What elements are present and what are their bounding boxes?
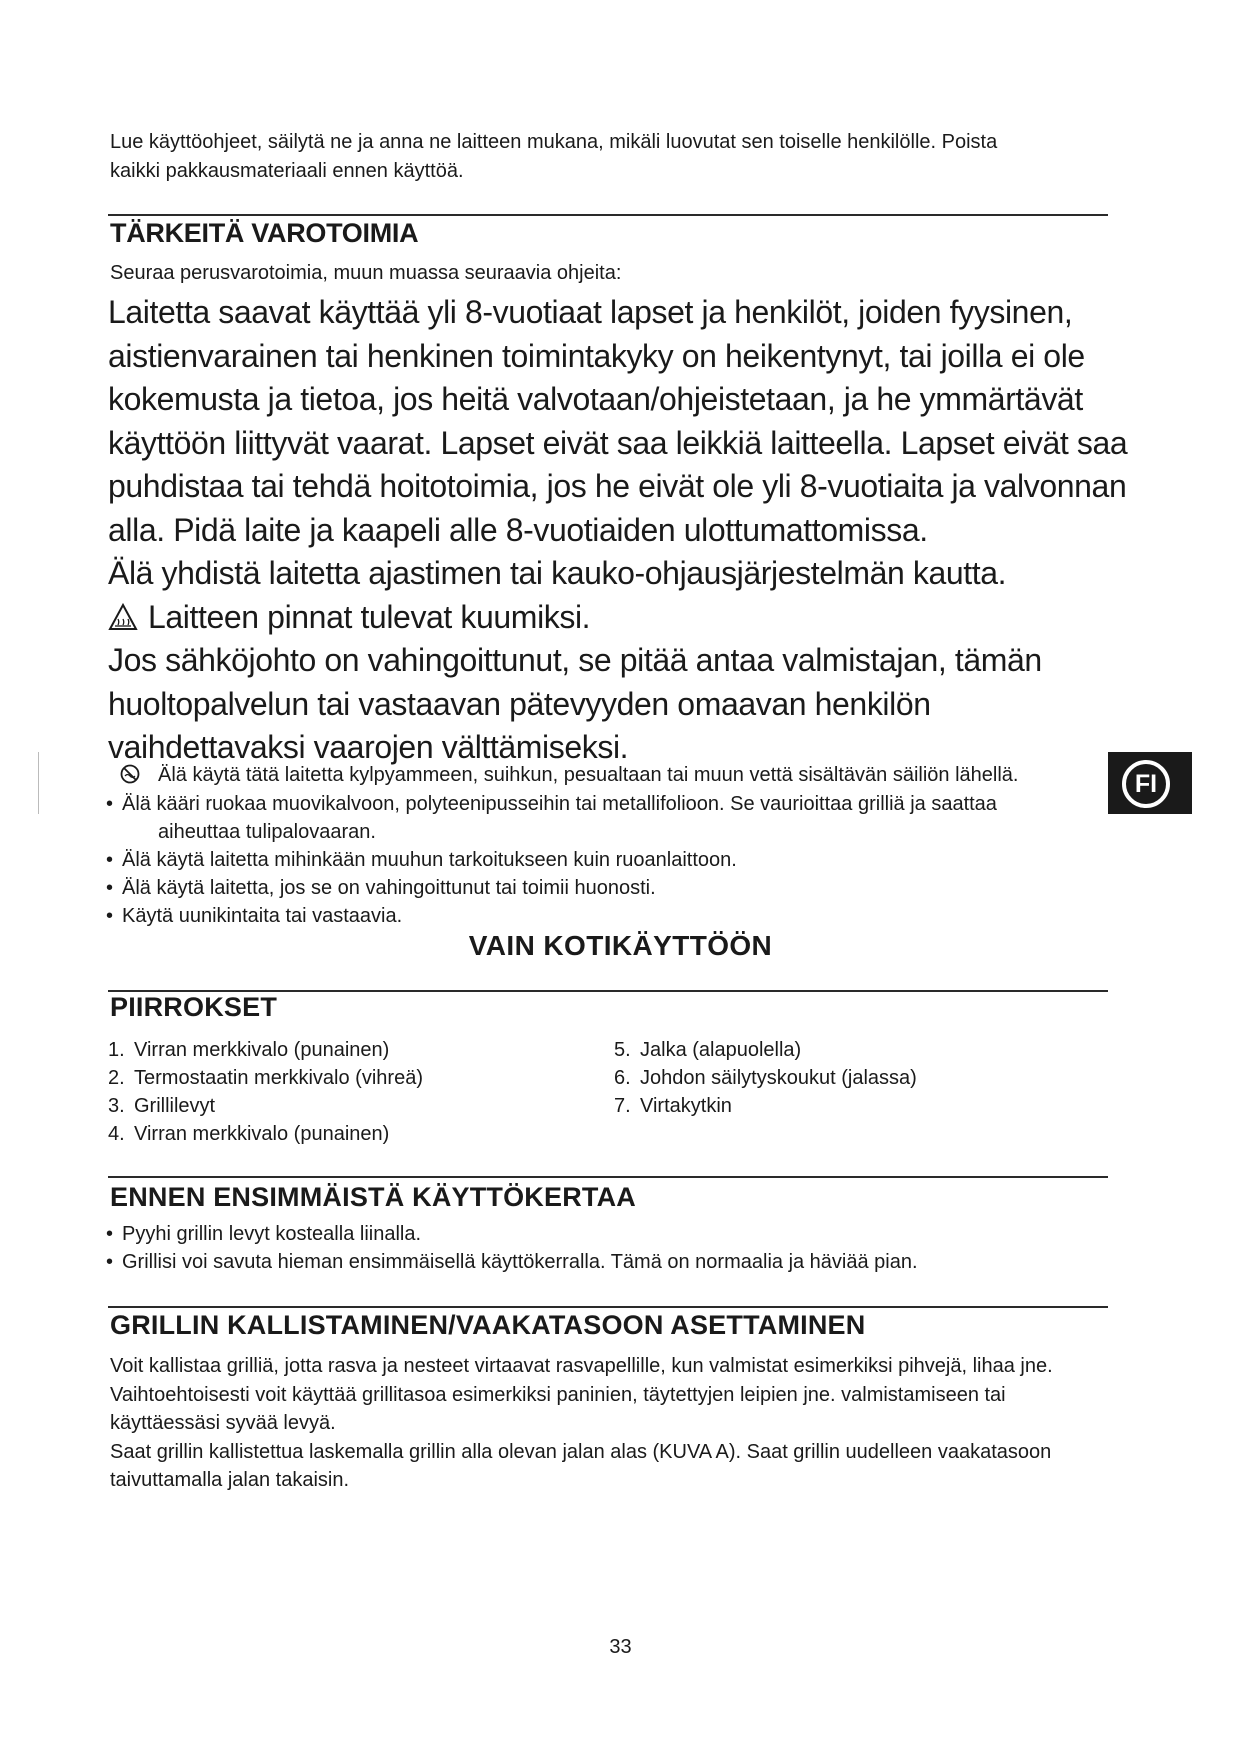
language-tab: [1108, 752, 1192, 814]
safety-line: Laitetta saavat käyttää yli 8-vuotiaat lapset ja henkilöt, joiden fyysinen,: [108, 294, 1073, 330]
safety-line: Älä yhdistä laitetta ajastimen tai kauko-ohjausjärjestelmän kautta.: [108, 555, 1007, 591]
part-label: Grillilevyt: [134, 1095, 216, 1117]
safety-bullet-list: [104, 790, 1104, 930]
part-label: Virran merkkivalo (punainen): [134, 1123, 390, 1145]
paragraph-line: käyttäessäsi syvää levyä.: [110, 1412, 336, 1434]
paragraph-line: Vaihtoehtoisesti voit käyttää grillitasoa esimerkiksi paninien, täytettyjen leipien jne. valmistamiseen tai: [110, 1383, 1006, 1406]
list-item: [104, 1220, 1104, 1248]
part-label: Virtakytkin: [640, 1095, 732, 1117]
list-item: [614, 1064, 917, 1092]
list-item: [104, 790, 1104, 846]
list-item: [104, 1248, 1104, 1276]
no-water-immersion-icon: [120, 764, 140, 784]
part-number: 2.: [108, 1067, 125, 1089]
part-number: 3.: [108, 1095, 125, 1117]
safety-heading: TÄRKEITÄ VAROTOIMIA: [110, 218, 419, 248]
list-item: [108, 1092, 423, 1120]
bullet-text: Käytä uunikintaita tai vastaavia.: [122, 905, 403, 927]
safety-main-text: [108, 291, 1148, 770]
no-immersion-warning: [120, 764, 1019, 787]
section-divider: [108, 1306, 1108, 1308]
safety-line: käyttöön liittyvät vaarat. Lapset eivät saa leikkiä laitteella. Lapset eivät saa: [108, 424, 1128, 461]
part-label: Virran merkkivalo (punainen): [134, 1039, 390, 1061]
bullet-continuation: aiheuttaa tulipalovaaran.: [158, 821, 376, 843]
page-number: 33: [609, 1636, 632, 1658]
tilting-paragraph: [110, 1352, 1120, 1495]
safety-subheading: Seuraa perusvarotoimia, muun muassa seuraavia ohjeita:: [110, 262, 622, 284]
part-number: 4.: [108, 1123, 125, 1145]
section-divider: [108, 214, 1108, 216]
safety-line: kokemusta ja tietoa, jos heitä valvotaan/ohjeistetaan, ja he ymmärtävät: [108, 381, 1083, 417]
list-item: [104, 846, 1104, 874]
hot-surface-warning-icon: [108, 603, 138, 631]
paragraph-line: Saat grillin kallistettua laskemalla grillin alla olevan jalan alas (KUVA A). Saat grillin uudelleen vaakatasoon: [110, 1440, 1052, 1463]
household-use-heading: VAIN KOTIKÄYTTÖÖN: [468, 930, 773, 961]
list-item: [108, 1036, 423, 1064]
hot-surface-warning: [108, 596, 1148, 640]
margin-mark: [38, 752, 39, 814]
paragraph-line: Voit kallistaa grilliä, jotta rasva ja nesteet virtaavat rasvapellille, kun valmistat esimerkiksi pihvejä, lihaa jne.: [110, 1355, 1053, 1377]
bullet-text: Älä käytä laitetta, jos se on vahingoittunut tai toimii huonosti.: [122, 877, 656, 899]
tilting-heading: GRILLIN KALLISTAMINEN/VAAKATASOON ASETTAMINEN: [110, 1310, 866, 1340]
list-item: [104, 874, 1104, 902]
paragraph-line: taivuttamalla jalan takaisin.: [110, 1469, 350, 1491]
first-use-heading: ENNEN ENSIMMÄISTÄ KÄYTTÖKERTAA: [110, 1182, 637, 1212]
no-immersion-text: Älä käytä tätä laitetta kylpyammeen, suihkun, pesualtaan tai muun vettä sisältävän säiliön lähellä.: [158, 764, 1019, 786]
bullet-text: Älä kääri ruokaa muovikalvoon, polyteenipusseihin tai metallifolioon. Se vaurioittaa grilliä ja saattaa: [122, 793, 997, 815]
list-item: [614, 1036, 917, 1064]
part-label: Johdon säilytyskoukut (jalassa): [640, 1067, 917, 1089]
part-number: 5.: [614, 1039, 631, 1061]
language-code: FI: [1122, 760, 1170, 808]
bullet-text: Pyyhi grillin levyt kostealla liinalla.: [122, 1223, 422, 1245]
bullet-text: Grillisi voi savuta hieman ensimmäisellä käyttökerralla. Tämä on normaalia ja häviää pian.: [122, 1251, 918, 1273]
safety-line: puhdistaa tai tehdä hoitotoimia, jos he eivät ole yli 8-vuotiaita ja valvonnan: [108, 468, 1127, 504]
cord-line: huoltopalvelun tai vastaavan pätevyyden omaavan henkilön: [108, 685, 931, 722]
parts-list-left: [108, 1036, 423, 1148]
intro-line-2: kaikki pakkausmateriaali ennen käyttöä.: [110, 160, 464, 182]
list-item: [104, 902, 1104, 930]
hot-surface-text: Laitteen pinnat tulevat kuumiksi.: [148, 598, 591, 635]
cord-line: Jos sähköjohto on vahingoittunut, se pitää antaa valmistajan, tämän: [108, 642, 1042, 678]
part-number: 7.: [614, 1095, 631, 1117]
safety-line: alla. Pidä laite ja kaapeli alle 8-vuotiaiden ulottumattomissa.: [108, 511, 928, 548]
intro-line-1: Lue käyttöohjeet, säilytä ne ja anna ne laitteen mukana, mikäli luovutat sen toiselle henkilölle. Poista: [110, 131, 998, 153]
safety-line: aistienvarainen tai henkinen toimintakyky on heikentynyt, tai joilla ei ole: [108, 337, 1085, 374]
section-divider: [108, 1176, 1108, 1178]
intro-text: [110, 128, 1070, 186]
parts-list-right: [614, 1036, 917, 1120]
list-item: [614, 1092, 917, 1120]
drawings-heading: PIIRROKSET: [110, 992, 278, 1022]
list-item: [108, 1120, 423, 1148]
part-number: 1.: [108, 1039, 125, 1061]
part-number: 6.: [614, 1067, 631, 1089]
part-label: Termostaatin merkkivalo (vihreä): [134, 1067, 423, 1089]
bullet-text: Älä käytä laitetta mihinkään muuhun tarkoitukseen kuin ruoanlaittoon.: [122, 849, 737, 871]
first-use-bullet-list: [104, 1220, 1104, 1276]
list-item: [108, 1064, 423, 1092]
cord-line: vaihdettavaksi vaarojen välttämiseksi.: [108, 729, 629, 765]
part-label: Jalka (alapuolella): [640, 1039, 802, 1061]
